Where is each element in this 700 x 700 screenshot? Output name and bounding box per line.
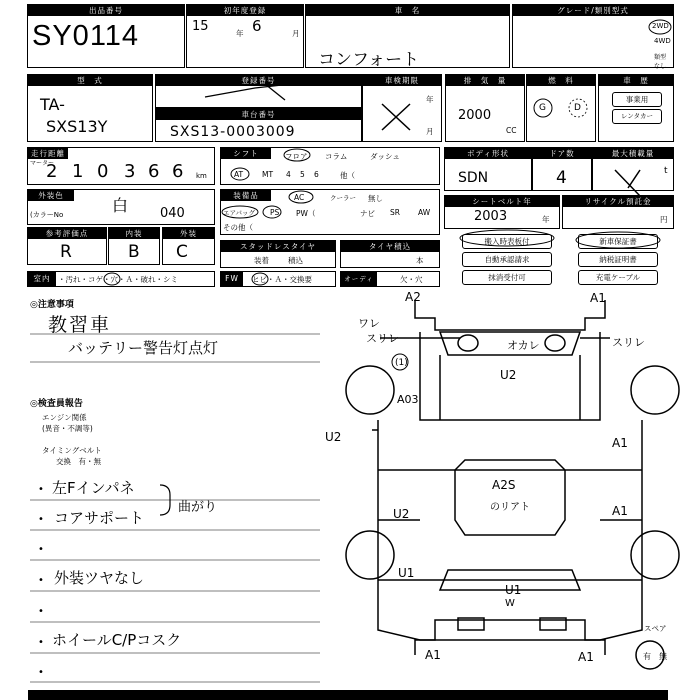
body-type: SDN xyxy=(458,170,489,186)
doc-tax-cert: 納税証明書 xyxy=(578,252,658,267)
year-unit: 年 xyxy=(236,29,244,38)
legend-bar xyxy=(28,690,668,700)
doors-value: 4 xyxy=(556,168,567,188)
studless-loaded: 積込 xyxy=(288,256,303,265)
fw-label: FW xyxy=(221,272,243,286)
wiper-label-1: ワレ xyxy=(358,317,380,330)
right-front-door-note: A1 xyxy=(612,436,628,450)
interior-state-label: 室内 xyxy=(28,272,56,286)
equip-other: その他（ xyxy=(223,223,253,232)
shift-floor: フロア xyxy=(285,152,308,161)
registration-number-label: 登録番号 xyxy=(156,75,361,86)
bullet-5: • xyxy=(38,606,44,617)
trans-mt: MT xyxy=(262,170,274,179)
engine-sub-label: (異音・不調等) xyxy=(42,424,93,433)
wheel-front-left xyxy=(346,366,394,414)
history-label: 車 歴 xyxy=(599,75,673,86)
color-no-label: (カラーNo xyxy=(30,211,64,219)
seatbelt-label: シートベルト年 xyxy=(445,196,559,207)
inspector-item-2: コアサポート xyxy=(54,509,145,527)
equip-cooler: クーラー xyxy=(330,194,356,202)
evaluation-label: 参考評価点 xyxy=(28,228,106,239)
rear-bumper-outline xyxy=(415,620,605,655)
doors-label: ドア数 xyxy=(533,148,591,159)
model-value-1: TA- xyxy=(40,95,65,114)
roof-note-2: のリアト xyxy=(490,502,530,513)
left-rear-quarter-note: U1 xyxy=(398,566,415,580)
recycle-unit: 円 xyxy=(660,215,668,224)
notes-line-1: 教習車 xyxy=(48,314,112,336)
mileage-digit-6: 6 xyxy=(172,161,184,182)
inspection-year-unit: 年 xyxy=(426,95,434,104)
trunk-note-1: U1 xyxy=(505,583,522,597)
shift-label: シフト xyxy=(221,148,271,159)
spare-tire-icon xyxy=(636,641,664,669)
audio-label: オーディオ xyxy=(341,272,377,286)
fuel-diesel: D xyxy=(574,103,581,113)
color-label: 外装色 xyxy=(28,190,74,201)
mileage-digit-5: 6 xyxy=(148,161,160,182)
mileage-label: 走行距離 xyxy=(28,148,68,159)
doc-plate: 搬入時表板付 xyxy=(462,234,552,249)
equip-none: 無し xyxy=(368,194,383,203)
front-glass-note: オカレ xyxy=(507,339,540,352)
spare-label: スペア xyxy=(644,624,667,633)
damage-bottom-left: A1 xyxy=(425,648,441,662)
bullet-7: • xyxy=(38,667,44,678)
right-rear-door-note: A1 xyxy=(612,504,628,518)
inspector-item-6: ホイールC/Pコスク xyxy=(52,631,182,649)
trunk-note-2: W xyxy=(505,598,515,609)
mileage-digit-4: 3 xyxy=(124,161,136,182)
displacement-value: 2000 xyxy=(458,108,492,123)
inspector-item-1: 左Fインパネ xyxy=(52,479,135,497)
body-side-outline xyxy=(378,420,642,640)
mileage-digit-3: 0 xyxy=(97,161,109,182)
car-name-label: 車 名 xyxy=(306,5,509,16)
grade-label: グレード/類別型式 xyxy=(513,5,673,16)
bullet-1: • xyxy=(38,484,44,495)
drive-none: 類型なし xyxy=(654,54,667,70)
doc-charge-cable: 充電ケーブル xyxy=(578,270,658,285)
doc-warranty: 新車保証書 xyxy=(578,234,658,249)
left-side-note: U2 xyxy=(325,430,342,444)
trans-5: 5 xyxy=(300,170,305,179)
trans-other: 他（ xyxy=(340,171,355,180)
first-registration-month: 6 xyxy=(252,17,262,35)
equip-aw: AW xyxy=(418,208,431,217)
car-name: コンフォート xyxy=(318,50,420,70)
equipment-label: 装備品 xyxy=(221,190,271,201)
doc-deregistration: 抹消受付可 xyxy=(462,270,552,285)
doc-auto-approval: 自動承認請求 xyxy=(462,252,552,267)
inspection-month-unit: 月 xyxy=(426,127,434,136)
drive-4wd: 4WD xyxy=(654,37,671,45)
timing-belt-label: タイミングベルト xyxy=(42,446,102,455)
lot-number-label: 出品番号 xyxy=(28,5,184,16)
wheel-front-right xyxy=(631,366,679,414)
drive-2wd: 2WD xyxy=(652,22,669,30)
engine-label: エンジン関係 xyxy=(42,413,87,422)
headlight-left xyxy=(458,335,478,351)
interior-label: 内装 xyxy=(109,228,159,239)
notes-line-2: バッテリー警告灯点灯 xyxy=(68,339,219,357)
audio-state: 欠・穴 xyxy=(400,275,423,284)
inspection-label: 車検期限 xyxy=(363,75,441,86)
tire-load-unit: 本 xyxy=(416,256,424,265)
wheel-rear-left xyxy=(346,531,394,579)
damage-bottom-right: A1 xyxy=(578,650,594,664)
studless-mounted: 装着 xyxy=(254,256,269,265)
first-registration-label: 初年度登録 xyxy=(187,5,303,16)
left-front-wheel-note: (1) xyxy=(395,358,408,368)
inspector-title: ◎検査員報告 xyxy=(30,399,83,409)
first-registration-year: 15 xyxy=(192,19,209,34)
km-unit: km xyxy=(196,172,207,180)
equip-navi: ナビ xyxy=(360,209,375,218)
color-value: 白 xyxy=(112,196,129,215)
roof-outline xyxy=(455,460,565,535)
hood-outline xyxy=(420,332,600,420)
trans-at: AT xyxy=(234,170,244,179)
tire-load-label: タイヤ積込 xyxy=(341,241,439,252)
front-bumper-outline xyxy=(415,300,605,330)
hood-note: U2 xyxy=(500,368,517,382)
spare-options: 有 無 xyxy=(643,652,667,661)
fw-state: ヒビ・Ａ・交換要 xyxy=(252,275,312,284)
chassis-number-label: 車台番号 xyxy=(156,109,361,120)
studless-label: スタッドレスタイヤ xyxy=(221,241,335,252)
bullet-3: • xyxy=(38,544,44,555)
left-rear-door-note: U2 xyxy=(393,507,410,521)
displacement-label: 排 気 量 xyxy=(446,75,524,86)
mileage-digit-1: 2 xyxy=(46,161,66,182)
model-value-2: SXS13Y xyxy=(46,117,108,136)
damage-top-right: A1 xyxy=(590,291,606,305)
bracket-note: 曲がり xyxy=(178,500,218,515)
evaluation-grade: R xyxy=(60,242,72,262)
recycle-label: リサイクル預託金 xyxy=(563,196,673,207)
interior-state: ・汚れ・コゲ・穴・Ａ・破れ・シミ xyxy=(58,275,178,284)
equip-airbag: エアバッグ xyxy=(223,209,255,217)
headlight-right xyxy=(545,335,565,351)
capacity-unit: t xyxy=(664,166,668,176)
timing-belt-value: 交換 有・無 xyxy=(56,457,101,466)
front-right-note: スリレ xyxy=(612,336,645,349)
bullet-6: • xyxy=(38,637,44,648)
inspector-item-4: 外装ツヤなし xyxy=(54,569,145,587)
lot-number: SY0114 xyxy=(32,20,140,52)
history-business: 事業用 xyxy=(612,92,662,107)
wiper-label-2: スリレ xyxy=(366,332,399,345)
notes-title: ◎注意事項 xyxy=(30,300,74,310)
shift-dash: ダッシュ xyxy=(370,152,400,161)
fuel-label: 燃 料 xyxy=(527,75,595,86)
roof-note-1: A2S xyxy=(492,478,516,492)
left-fender-note: A03 xyxy=(397,393,419,406)
trans-4: 4 xyxy=(286,170,291,179)
exterior-grade: C xyxy=(176,242,188,262)
color-code: 040 xyxy=(160,206,185,221)
meter-label: マーター xyxy=(30,160,55,167)
month-unit: 月 xyxy=(292,29,300,38)
damage-top-left: A2 xyxy=(405,290,421,304)
fuel-gasoline: G xyxy=(539,103,546,113)
exterior-label: 外装 xyxy=(163,228,214,239)
equip-sr: SR xyxy=(390,208,400,217)
model-label: 型 式 xyxy=(28,75,152,86)
body-type-label: ボディ形状 xyxy=(445,148,531,159)
capacity-label: 最大積載量 xyxy=(593,148,673,159)
equip-ac: AC xyxy=(294,193,305,202)
seatbelt-year-unit: 年 xyxy=(542,215,550,224)
seatbelt-year: 2003 xyxy=(474,209,508,224)
equip-ps: PS xyxy=(270,208,280,217)
wheel-rear-right xyxy=(631,531,679,579)
mileage-digit-2: 1 xyxy=(72,161,84,182)
interior-grade: B xyxy=(128,242,140,262)
history-rental: レンタカー xyxy=(612,109,662,124)
equip-pw: PW（ xyxy=(296,209,316,218)
cc-unit: CC xyxy=(506,126,517,135)
shift-column: コラム xyxy=(325,152,348,161)
bullet-4: • xyxy=(38,575,44,586)
chassis-number: SXS13-0003009 xyxy=(170,124,296,140)
trans-6: 6 xyxy=(314,170,319,179)
bullet-2: • xyxy=(38,514,44,525)
